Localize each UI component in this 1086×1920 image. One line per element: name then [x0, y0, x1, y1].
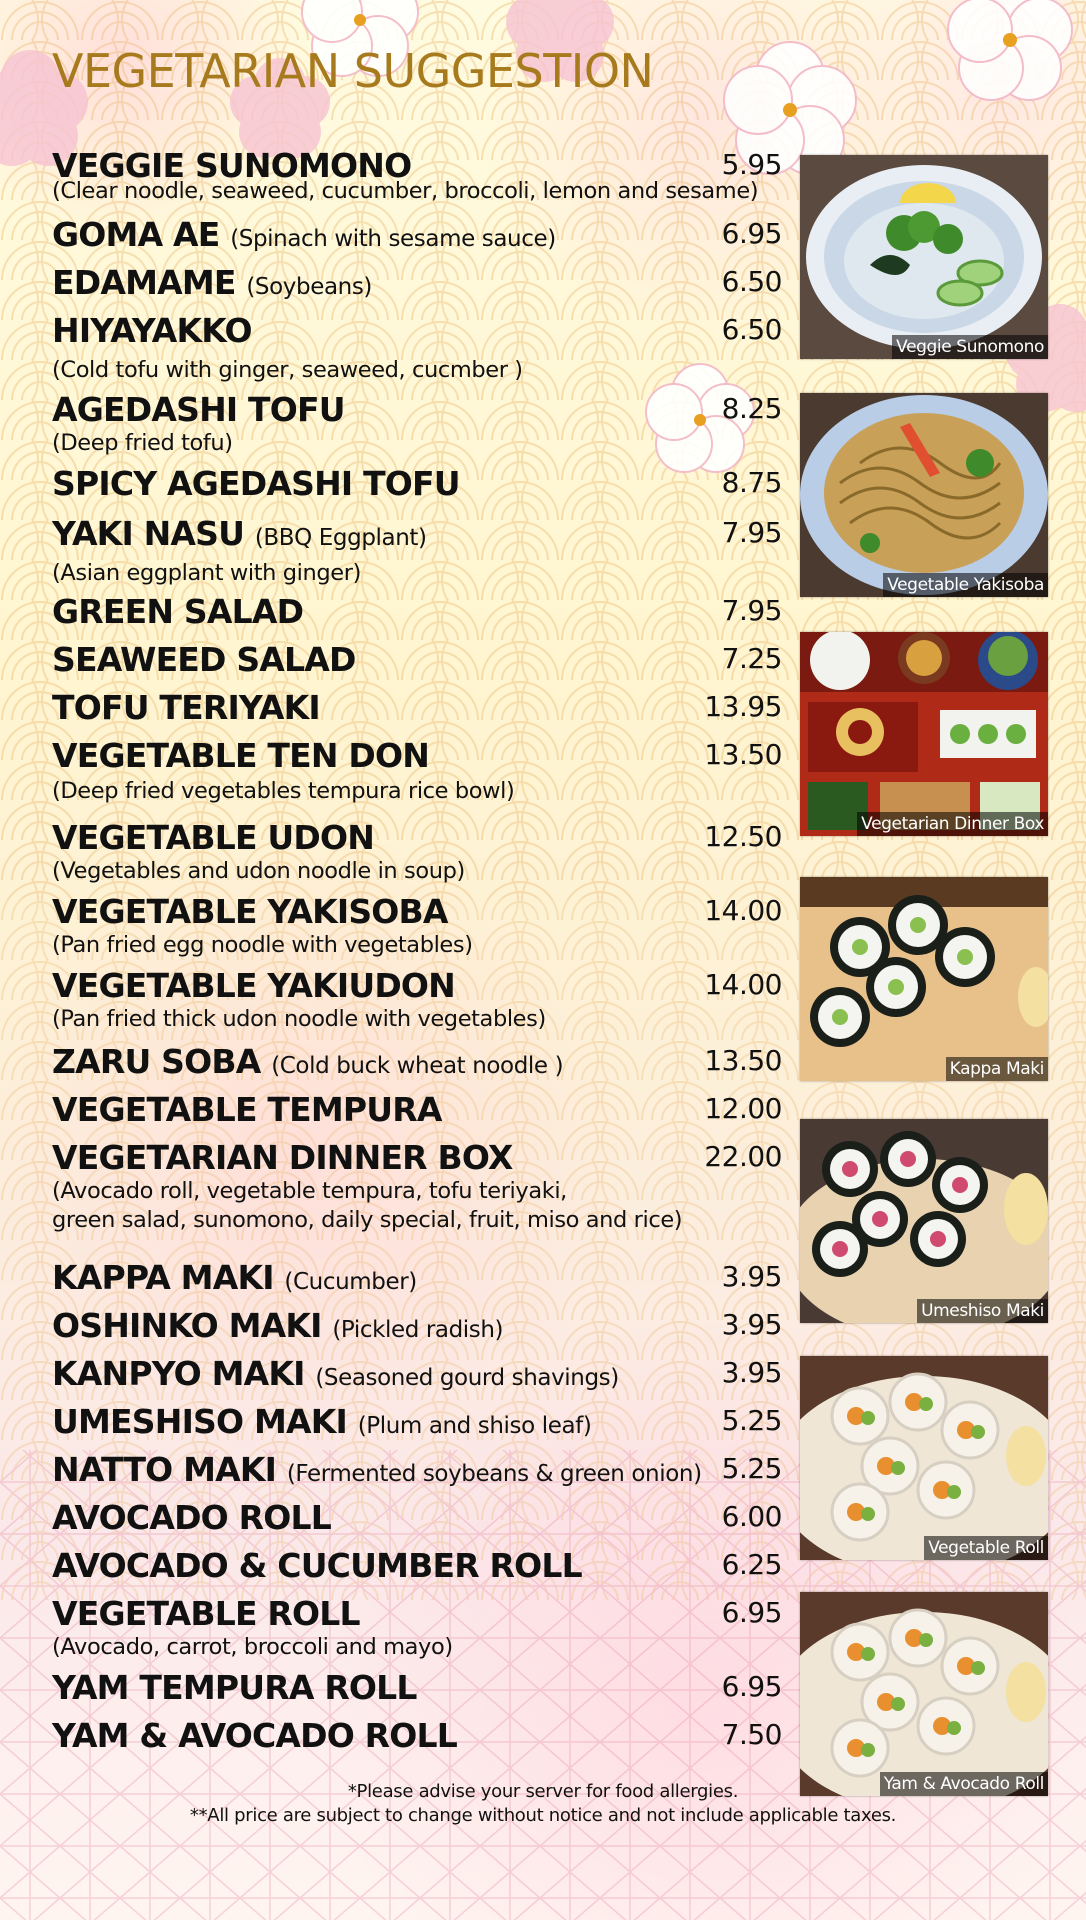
- item-name-line: [52, 1498, 782, 1537]
- food-photo: [800, 393, 1048, 597]
- item-name-line: [52, 464, 782, 503]
- item-name-line: [52, 390, 782, 429]
- item-name-line: [52, 1716, 782, 1755]
- menu-item: [52, 1042, 782, 1081]
- menu-item: [52, 1498, 782, 1537]
- item-name: VEGETABLE YAKISOBA: [52, 892, 448, 931]
- food-photo: [800, 1356, 1048, 1560]
- item-name: VEGETABLE TEMPURA: [52, 1090, 442, 1129]
- item-price: 6.25: [721, 1548, 782, 1581]
- menu-item: [52, 592, 782, 631]
- item-inline-description: (Plum and shiso leaf): [357, 1413, 592, 1439]
- item-description: (Clear noodle, seaweed, cucumber, broccoli, lemon and sesame): [52, 178, 759, 204]
- photo-caption: Yam & Avocado Roll: [880, 1772, 1048, 1796]
- item-price: 5.95: [721, 148, 782, 181]
- item-name-line: [52, 818, 782, 857]
- item-description: (Cold tofu with ginger, seaweed, cucmber ): [52, 357, 523, 383]
- item-name-line: [52, 1090, 782, 1129]
- item-name: HIYAYAKKO: [52, 311, 252, 350]
- item-inline-description: (Soybeans): [246, 274, 372, 300]
- item-price: 13.50: [704, 1044, 782, 1077]
- item-price: 3.95: [721, 1356, 782, 1389]
- item-name-line: [52, 966, 782, 1005]
- item-name-line: [52, 1258, 782, 1297]
- food-photo: [800, 1119, 1048, 1323]
- menu-item: [52, 146, 782, 206]
- food-photo-illustration: [800, 877, 1048, 1081]
- item-description: (Avocado roll, vegetable tempura, tofu teriyaki,: [52, 1178, 567, 1204]
- menu-item: [52, 818, 782, 886]
- food-photo: [800, 155, 1048, 359]
- item-price: 5.25: [721, 1452, 782, 1485]
- allergy-notice: *Please advise your server for food allergies.: [347, 1781, 739, 1802]
- item-price: 14.00: [704, 968, 782, 1001]
- item-price: 12.50: [704, 820, 782, 853]
- item-name-line: [52, 1450, 782, 1489]
- item-name: SPICY AGEDASHI TOFU: [52, 464, 460, 503]
- price-notice: **All price are subject to change without notice and not include applicable taxes.: [189, 1805, 897, 1826]
- item-name-line: [52, 592, 782, 631]
- menu-item: [52, 1090, 782, 1129]
- menu-item: [52, 1138, 782, 1235]
- item-description: (Asian eggplant with ginger): [52, 560, 361, 586]
- item-price: 6.50: [721, 265, 782, 298]
- food-photo: [800, 1592, 1048, 1796]
- item-name-line: [52, 1594, 782, 1633]
- menu-item: [52, 1354, 782, 1393]
- menu-item: [52, 640, 782, 679]
- menu-item: [52, 215, 782, 254]
- item-description: (Avocado, carrot, broccoli and mayo): [52, 1634, 453, 1660]
- item-name-line: [52, 514, 782, 553]
- food-photo-illustration: [800, 1119, 1048, 1323]
- item-name-line: [52, 215, 782, 254]
- item-name: VEGETARIAN DINNER BOX: [52, 1138, 513, 1177]
- menu-item: [52, 1546, 782, 1585]
- item-name-line: [52, 263, 782, 302]
- item-price: 6.95: [721, 1596, 782, 1629]
- item-name: VEGGIE SUNOMONO: [52, 146, 412, 185]
- food-photo: [800, 632, 1048, 836]
- food-photo-illustration: [800, 1592, 1048, 1796]
- menu-item: [52, 1450, 782, 1489]
- photo-caption: Vegetable Yakisoba: [883, 573, 1048, 597]
- item-name: VEGETABLE ROLL: [52, 1594, 360, 1633]
- photo-caption: Umeshiso Maki: [917, 1299, 1048, 1323]
- item-price: 7.25: [721, 642, 782, 675]
- item-price: 5.25: [721, 1404, 782, 1437]
- item-name: AVOCADO ROLL: [52, 1498, 331, 1537]
- item-price: 6.95: [721, 217, 782, 250]
- item-name: SEAWEED SALAD: [52, 640, 356, 679]
- item-name-line: [52, 1138, 782, 1177]
- item-price: 7.95: [721, 516, 782, 549]
- item-name-line: [52, 1546, 782, 1585]
- item-name-line: [52, 736, 782, 775]
- item-name: TOFU TERIYAKI: [52, 688, 320, 727]
- item-name: KAPPA MAKI: [52, 1258, 274, 1297]
- photo-caption: Veggie Sunomono: [892, 335, 1048, 359]
- item-name: KANPYO MAKI: [52, 1354, 305, 1393]
- item-price: 22.00: [704, 1140, 782, 1173]
- item-inline-description: (Pickled radish): [332, 1317, 504, 1343]
- menu-item: [52, 464, 782, 503]
- item-name: GREEN SALAD: [52, 592, 304, 631]
- photo-caption: Vegetarian Dinner Box: [857, 812, 1048, 836]
- item-inline-description: (BBQ Eggplant): [254, 525, 427, 551]
- item-price: 8.25: [721, 392, 782, 425]
- item-name-line: [52, 892, 782, 931]
- food-photo-illustration: [800, 393, 1048, 597]
- item-inline-description: (Cold buck wheat noodle ): [271, 1053, 564, 1079]
- item-price: 6.95: [721, 1670, 782, 1703]
- item-name: ZARU SOBA: [52, 1042, 261, 1081]
- item-name-line: [52, 640, 782, 679]
- item-price: 3.95: [721, 1260, 782, 1293]
- item-price: 3.95: [721, 1308, 782, 1341]
- menu-item: [52, 1668, 782, 1707]
- food-photo-illustration: [800, 155, 1048, 359]
- food-photo: [800, 877, 1048, 1081]
- item-name: VEGETABLE YAKIUDON: [52, 966, 455, 1005]
- item-name: YAM & AVOCADO ROLL: [52, 1716, 457, 1755]
- menu-title: VEGETARIAN SUGGESTION: [52, 44, 654, 98]
- item-name-line: [52, 688, 782, 727]
- item-name-line: [52, 1402, 782, 1441]
- item-name-line: [52, 1306, 782, 1345]
- photo-caption: Kappa Maki: [946, 1057, 1048, 1081]
- item-description: (Deep fried vegetables tempura rice bowl): [52, 778, 515, 804]
- item-name-line: [52, 1668, 782, 1707]
- item-name: OSHINKO MAKI: [52, 1306, 322, 1345]
- menu-item: [52, 1594, 782, 1662]
- item-name: AGEDASHI TOFU: [52, 390, 345, 429]
- item-name-line: [52, 1354, 782, 1393]
- menu-item: [52, 1306, 782, 1345]
- item-price: 12.00: [704, 1092, 782, 1125]
- item-price: 6.50: [721, 313, 782, 346]
- item-inline-description: (Spinach with sesame sauce): [230, 226, 556, 252]
- item-name: GOMA AE: [52, 215, 220, 254]
- item-name: VEGETABLE TEN DON: [52, 736, 430, 775]
- item-name: VEGETABLE UDON: [52, 818, 375, 857]
- item-description: (Pan fried egg noodle with vegetables): [52, 932, 473, 958]
- item-inline-description: (Cucumber): [284, 1269, 417, 1295]
- item-description: green salad, sunomono, daily special, fruit, miso and rice): [52, 1207, 683, 1233]
- menu-item: [52, 736, 782, 806]
- item-price: 7.50: [721, 1718, 782, 1751]
- item-price: 8.75: [721, 466, 782, 499]
- menu-item: [52, 311, 782, 385]
- menu-item: [52, 966, 782, 1034]
- item-inline-description: (Seasoned gourd shavings): [315, 1365, 619, 1391]
- menu-item: [52, 1716, 782, 1755]
- item-name: YAKI NASU: [52, 514, 245, 553]
- food-photo-illustration: [800, 632, 1048, 836]
- photo-caption: Vegetable Roll: [924, 1536, 1048, 1560]
- item-name: NATTO MAKI: [52, 1450, 277, 1489]
- menu-item: [52, 390, 782, 458]
- item-price: 13.95: [704, 690, 782, 723]
- item-price: 14.00: [704, 894, 782, 927]
- item-inline-description: (Fermented soybeans & green onion): [286, 1461, 702, 1487]
- food-photo-illustration: [800, 1356, 1048, 1560]
- item-price: 7.95: [721, 594, 782, 627]
- menu-item: [52, 514, 782, 588]
- item-name: EDAMAME: [52, 263, 236, 302]
- menu-item: [52, 1402, 782, 1441]
- item-description: (Pan fried thick udon noodle with vegetables): [52, 1006, 546, 1032]
- item-name: UMESHISO MAKI: [52, 1402, 347, 1441]
- menu-item: [52, 892, 782, 960]
- menu-item: [52, 1258, 782, 1297]
- item-price: 6.00: [721, 1500, 782, 1533]
- item-description: (Deep fried tofu): [52, 430, 233, 456]
- item-name-line: [52, 311, 782, 350]
- menu-item: [52, 263, 782, 302]
- menu-item: [52, 688, 782, 727]
- item-name: AVOCADO & CUCUMBER ROLL: [52, 1546, 582, 1585]
- item-name: YAM TEMPURA ROLL: [52, 1668, 417, 1707]
- item-name-line: [52, 1042, 782, 1081]
- item-price: 13.50: [704, 738, 782, 771]
- item-description: (Vegetables and udon noodle in soup): [52, 858, 465, 884]
